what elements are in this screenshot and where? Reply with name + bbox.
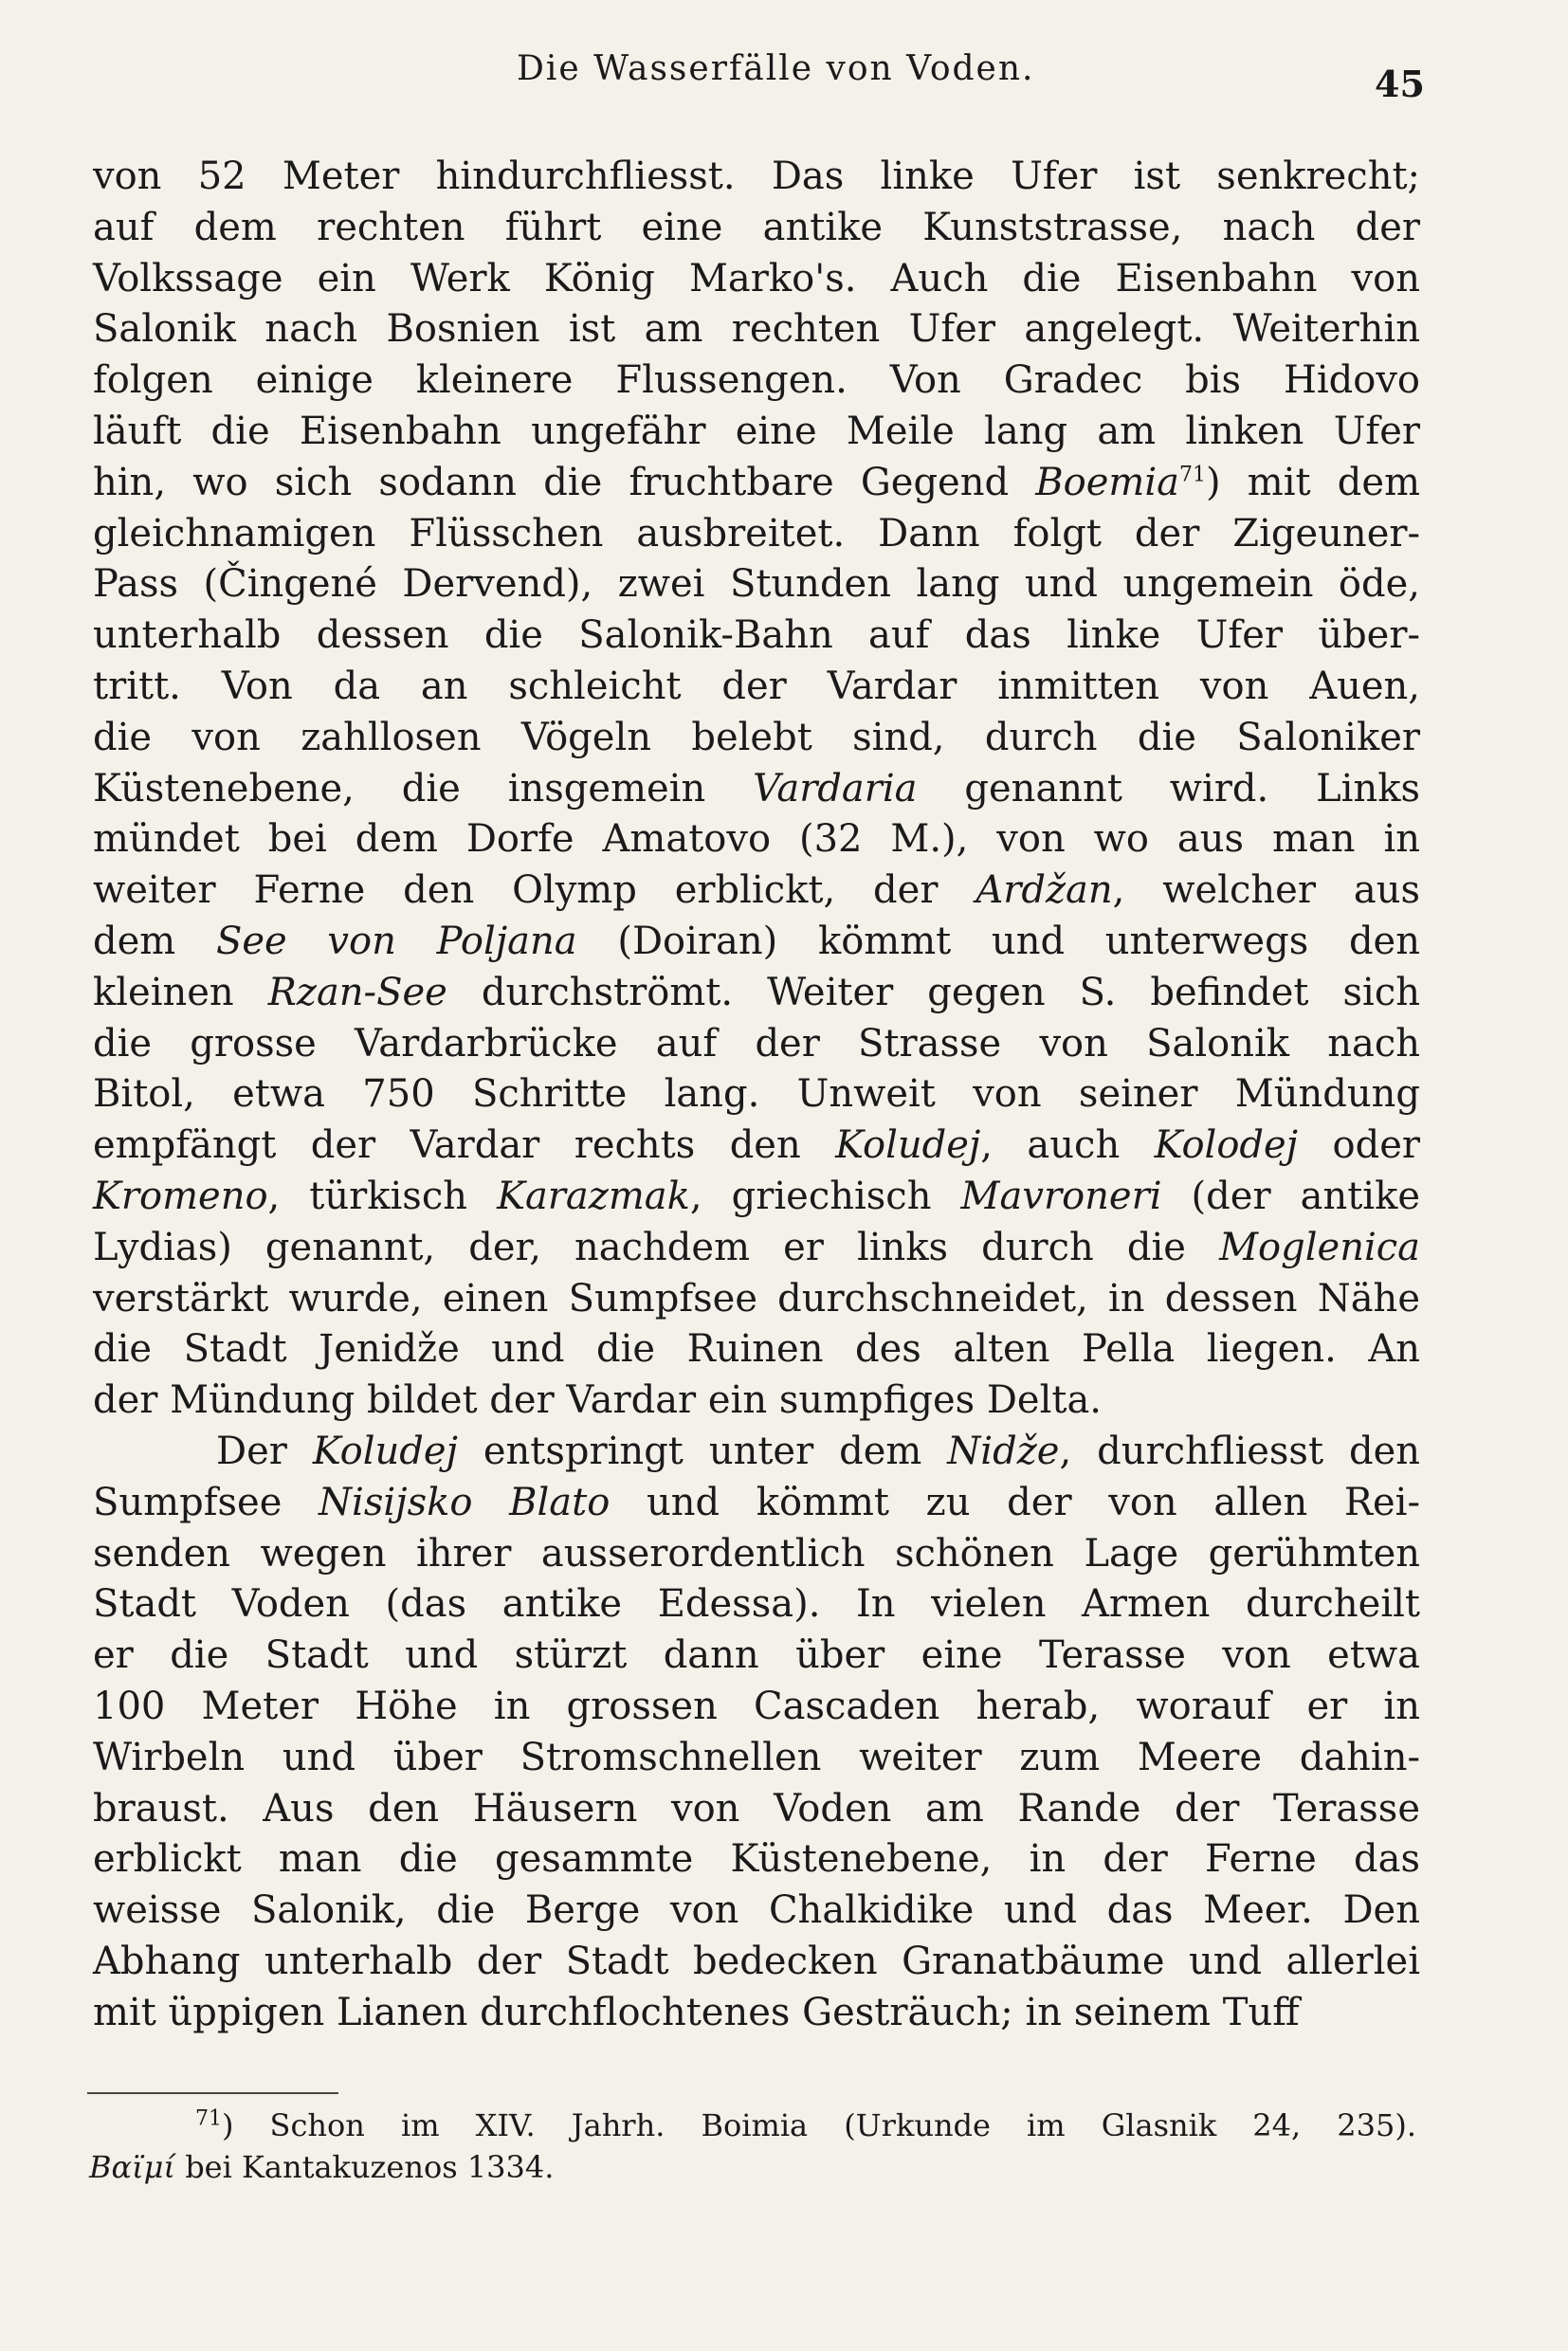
running-title: Die Wasserfälle von Voden.: [517, 49, 1035, 88]
body-text: [93, 152, 1420, 2038]
text-line: weiter Ferne den Olymp erblickt, der Ardžan, welcher aus: [93, 868, 1420, 913]
text-line: die von zahllosen Vögeln belebt sind, durch die Saloniker: [93, 715, 1420, 759]
text-line: dem See von Poljana (Doiran) kömmt und unterwegs den: [93, 919, 1420, 963]
page-number: 45: [1375, 63, 1425, 105]
text-line: Bitol, etwa 750 Schritte lang. Unweit von seiner Mündung: [93, 1072, 1420, 1117]
text-line: senden wegen ihrer ausserordentlich schönen Lage gerühmten: [93, 1531, 1420, 1576]
page-header: [0, 49, 1568, 106]
footnote-line: Βαϊμί bei Kantakuzenos 1334.: [89, 2149, 555, 2185]
text-line: Sumpfsee Nisijsko Blato und kömmt zu der von allen Rei-: [93, 1480, 1420, 1524]
text-line: läuft die Eisenbahn ungefähr eine Meile lang am linken Ufer: [93, 409, 1420, 453]
text-line: Der Koludej entspringt unter dem Nidže, durchfliesst den: [216, 1429, 1421, 1473]
text-line: unterhalb dessen die Salonik-Bahn auf das linke Ufer über-: [93, 613, 1420, 658]
footnote-rule: [87, 2092, 338, 2094]
text-line: hin, wo sich sodann die fruchtbare Gegend Boemia$^{71}$) mit dem: [93, 460, 1420, 504]
text-line: tritt. Von da an schleicht der Vardar inmitten von Auen,: [93, 664, 1420, 708]
text-line: der Mündung bildet der Vardar ein sumpfiges Delta.: [93, 1378, 1103, 1423]
footnote-line: $^{71}$) Schon im XIV. Jahrh. Boimia (Urkunde im Glasnik 24, 235).: [195, 2106, 1416, 2143]
text-line: kleinen Rzan-See durchströmt. Weiter gegen S. befindet sich: [93, 970, 1421, 1014]
text-line: Stadt Voden (das antike Edessa). In vielen Armen durcheilt: [93, 1582, 1420, 1627]
text-line: 100 Meter Höhe in grossen Cascaden herab, worauf er in: [93, 1684, 1420, 1728]
text-line: auf dem rechten führt eine antike Kunststrasse, nach der: [93, 205, 1420, 249]
text-line: empfängt der Vardar rechts den Koludej, auch Kolodej oder: [93, 1123, 1420, 1168]
text-line: weisse Salonik, die Berge von Chalkidike und das Meer. Den: [93, 1888, 1420, 1933]
footnotes: [89, 2105, 1416, 2188]
text-line: er die Stadt und stürzt dann über eine Terasse von etwa: [93, 1633, 1420, 1678]
text-line: Pass (Čingené Dervend), zwei Stunden lang und ungemein öde,: [93, 562, 1420, 607]
text-line: verstärkt wurde, einen Sumpfsee durchschneidet, in dessen Nähe: [93, 1276, 1420, 1321]
text-line: Kromeno, türkisch Karazmak, griechisch Mavroneri (der antike: [93, 1174, 1421, 1218]
text-line: mit üppigen Lianen durchflochtenes Gesträuch; in seinem Tuff: [93, 1990, 1300, 2034]
text-line: folgen einige kleinere Flussengen. Von Gradec bis Hidovo: [93, 358, 1420, 403]
text-line: Wirbeln und über Stromschnellen weiter zum Meere dahin-: [93, 1735, 1420, 1779]
text-line: gleichnamigen Flüsschen ausbreitet. Dann folgt der Zigeuner-: [93, 511, 1420, 556]
text-line: Abhang unterhalb der Stadt bedecken Granatbäume und allerlei: [93, 1939, 1420, 1983]
text-line: die Stadt Jenidže und die Ruinen des alten Pella liegen. An: [93, 1327, 1420, 1372]
text-line: erblickt man die gesammte Küstenebene, in der Ferne das: [93, 1837, 1420, 1882]
text-line: mündet bei dem Dorfe Amatovo (32 M.), von wo aus man in: [93, 817, 1420, 862]
text-line: Volkssage ein Werk König Marko's. Auch die Eisenbahn von: [93, 256, 1420, 301]
text-line: braust. Aus den Häusern von Voden am Rande der Terasse: [93, 1786, 1420, 1831]
text-line: Salonik nach Bosnien ist am rechten Ufer angelegt. Weiterhin: [93, 307, 1420, 352]
text-line: Lydias) genannt, der, nachdem er links durch die Moglenica: [93, 1225, 1420, 1269]
text-line: von 52 Meter hindurchfliesst. Das linke Ufer ist senkrecht;: [93, 155, 1420, 198]
text-line: die grosse Vardarbrücke auf der Strasse von Salonik nach: [93, 1021, 1420, 1066]
text-line: Küstenebene, die insgemein Vardaria genannt wird. Links: [93, 766, 1420, 811]
